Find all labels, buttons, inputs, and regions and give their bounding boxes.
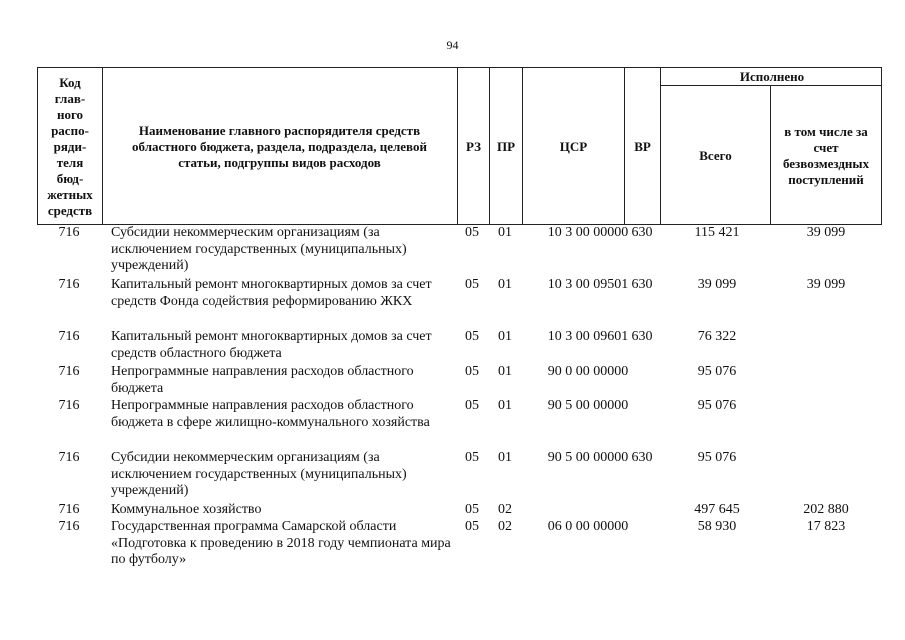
- cell-name: Субсидии некоммерческим организациям (за исключением государственных (муниципальных) учреждений): [111, 450, 407, 498]
- header-free: в том числе за счет безвозмездных поступлений: [782, 124, 870, 187]
- cell-code: 716: [58, 225, 80, 240]
- cell-csr: 90 5 00 00000: [547, 398, 629, 413]
- cell-code: 716: [58, 277, 80, 292]
- header-vr: ВР: [634, 139, 651, 154]
- header-csr: ЦСР: [559, 139, 588, 154]
- cell-rz: 05: [465, 277, 479, 292]
- cell-code: 716: [58, 329, 80, 344]
- cell-pr: 01: [498, 398, 512, 413]
- cell-name: Капитальный ремонт многоквартирных домов за счет средств Фонда содействия реформированию ЖКХ: [111, 277, 432, 309]
- cell-total: 76 322: [697, 329, 737, 344]
- cell-pr: 02: [498, 519, 512, 534]
- cell-free: 39 099: [806, 277, 846, 292]
- header-pr: ПР: [496, 139, 516, 154]
- cell-code: 716: [58, 398, 80, 413]
- cell-free: 202 880: [803, 502, 849, 517]
- cell-pr: 01: [498, 450, 512, 465]
- cell-pr: 01: [498, 364, 512, 379]
- cell-csr: 10 3 00 09501: [547, 277, 629, 292]
- header-total: Всего: [699, 148, 732, 163]
- cell-pr: 01: [498, 225, 512, 240]
- cell-vr: 630: [631, 329, 653, 344]
- cell-rz: 05: [465, 225, 479, 240]
- cell-code: 716: [58, 502, 80, 517]
- cell-rz: 05: [465, 329, 479, 344]
- cell-csr: 90 5 00 00000: [547, 450, 629, 465]
- header-name: Наименование главного распорядителя средств областного бюджета, раздела, подраздела, целевой статьи, подгруппы видов расходов: [132, 123, 427, 170]
- cell-pr: 02: [498, 502, 512, 517]
- cell-rz: 05: [465, 502, 479, 517]
- cell-rz: 05: [465, 450, 479, 465]
- cell-vr: 630: [631, 225, 653, 240]
- cell-total: 95 076: [697, 364, 737, 379]
- cell-total: 58 930: [697, 519, 737, 534]
- cell-code: 716: [58, 364, 80, 379]
- cell-csr: 10 3 00 00000: [547, 225, 629, 240]
- cell-free: 17 823: [806, 519, 846, 534]
- cell-vr: 630: [631, 277, 653, 292]
- cell-name: Капитальный ремонт многоквартирных домов за счет средств областного бюджета: [111, 329, 432, 361]
- cell-csr: 10 3 00 09601: [547, 329, 629, 344]
- cell-pr: 01: [498, 277, 512, 292]
- cell-rz: 05: [465, 398, 479, 413]
- cell-total: 39 099: [697, 277, 737, 292]
- cell-code: 716: [58, 450, 80, 465]
- cell-csr: 06 0 00 00000: [547, 519, 629, 534]
- cell-rz: 05: [465, 519, 479, 534]
- cell-name: Государственная программа Самарской области «Подготовка к проведению в 2018 году чемпионата мира по футболу»: [111, 519, 451, 567]
- cell-rz: 05: [465, 364, 479, 379]
- cell-vr: 630: [631, 450, 653, 465]
- cell-name: Коммунальное хозяйство: [111, 502, 262, 517]
- cell-total: 497 645: [694, 502, 740, 517]
- cell-name: Непрограммные направления расходов областного бюджета: [111, 364, 414, 396]
- page-number: 94: [446, 38, 459, 52]
- cell-total: 95 076: [697, 398, 737, 413]
- cell-total: 95 076: [697, 450, 737, 465]
- cell-total: 115 421: [694, 225, 740, 240]
- cell-csr: 90 0 00 00000: [547, 364, 629, 379]
- cell-name: Непрограммные направления расходов областного бюджета в сфере жилищно-коммунального хозяйства: [111, 398, 430, 430]
- cell-code: 716: [58, 519, 80, 534]
- header-code: Код глав-ного распо-ряди-теля бюд-жетных средств: [47, 75, 93, 218]
- table-header: [37, 67, 882, 225]
- cell-free: 39 099: [806, 225, 846, 240]
- header-rz: РЗ: [466, 139, 481, 154]
- cell-name: Субсидии некоммерческим организациям (за исключением государственных (муниципальных) учреждений): [111, 225, 407, 273]
- cell-pr: 01: [498, 329, 512, 344]
- header-executed: Исполнено: [739, 68, 805, 84]
